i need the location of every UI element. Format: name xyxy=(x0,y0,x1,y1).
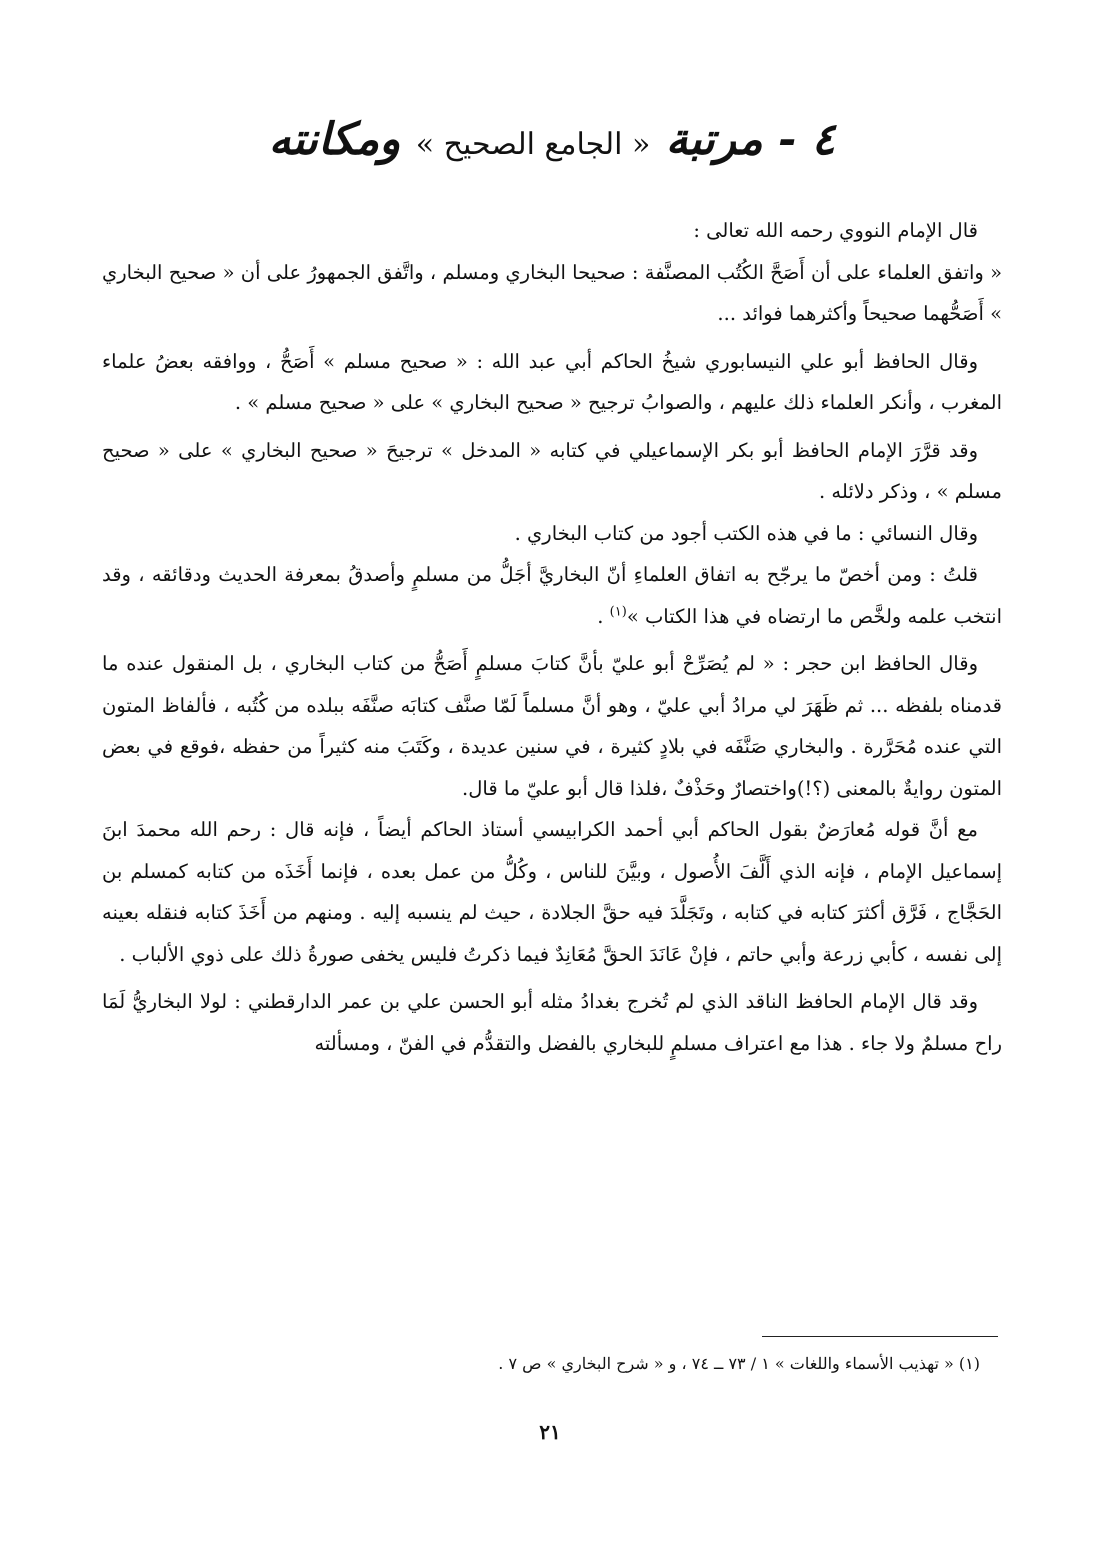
paragraph: قال الإمام النووي رحمه الله تعالى : xyxy=(693,219,978,242)
footnote: (١) « تهذيب الأسماء واللغات » ١ / ٧٣ ــ ٧٤ ، و « شرح البخاري » ص ٧ . xyxy=(498,1354,980,1373)
paragraph-with-footnote xyxy=(102,554,1002,637)
heading-book-name: « الجامع الصحيح » xyxy=(415,127,651,162)
paragraph: وقال الحافظ أبو علي النيسابوري شيخُ الحاكم أبي عبد الله : « صحيح مسلم » أَصَحُّ ، ووافقه بعضُ علماء المغرب ، وأنكر العلماء ذلك عليهم ، والصوابُ ترجيح « صحيح البخاري » على « صحيح مسلم » . xyxy=(102,349,1002,414)
chapter-heading xyxy=(102,110,1002,170)
body-text xyxy=(102,210,1002,1064)
heading-number: ٤ - xyxy=(777,114,836,165)
heading-word-status: ومكانته xyxy=(268,114,401,165)
paragraph-text: قلتُ : ومن أخصّ ما يرجّح به اتفاق العلماءِ أنّ البخاريَّ أجَلُّ من مسلمٍ وأصدقُ بمعرفة الحديث ودقائقه ، وقد انتخب علمه ولخَّص ما ارتضاه في هذا الكتاب » xyxy=(102,563,1002,628)
paragraph: وقد قال الإمام الحافظ الناقد الذي لم تُخرج بغدادُ مثله أبو الحسن علي بن عمر الدارقطني : لولا البخاريُّ لَمَا راح مسلمٌ ولا جاء . هذا مع اعتراف مسلمٍ للبخاري بالفضل والتقدُّم في الفنّ ، ومسألته xyxy=(102,990,1002,1055)
paragraph: وقد قرَّرَ الإمام الحافظ أبو بكر الإسماعيلي في كتابه « المدخل » ترجيحَ « صحيح البخاري » على « صحيح مسلم » ، وذكر دلائله . xyxy=(102,438,1002,503)
page-number: ٢١ xyxy=(539,1420,561,1444)
paragraph: مع أنَّ قوله مُعارَضٌ بقول الحاكم أبي أحمد الكرابيسي أستاذ الحاكم أيضاً ، فإنه قال : رحم الله محمدَ ابنَ إسماعيل الإمام ، فإنه الذي أَلَّفَ الأُصول ، وبيَّنَ للناس ، وكُلُّ من عمل بعده ، فإنما أَخَذَه من كتابه كمسلم بن الحَجَّاج ، فَرَّق أكثرَ كتابه في كتابه ، وتَجَلَّدَ فيه حقَّ الجلادة ، حيث لم ينسبه إليه . ومنهم من أَخَذَ كتابه فنقله بعينه إلى نفسه ، كأبي زرعة وأبي حاتم ، فإنْ عَانَدَ الحقَّ مُعَانِدٌ فيما ذكرتُ فليس يخفى صورةُ ذلك على ذوي الألباب . xyxy=(102,818,1002,966)
paragraph: وقال النسائي : ما في هذه الكتب أجود من كتاب البخاري . xyxy=(514,521,978,545)
footnote-divider xyxy=(762,1336,998,1337)
paragraph: وقال الحافظ ابن حجر : « لم يُصَرِّحْ أبو عليّ بأنَّ كتابَ مسلمٍ أَصَحُّ من كتاب البخاري ، بل المنقول عنده ما قدمناه بلفظه ... ثم ظَهَرَ لي مرادُ أبي عليّ ، وهو أنَّ مسلماً لَمّا صنَّف كتابَه صنَّفَه ببلده من كُتُبه ، فألفاظ المتون التي عنده مُحَرَّرة . والبخاري صَنَّفَه في بلادٍ كثيرة ، في سنين عديدة ، وكَتَبَ منه كثيراً من حفظه ،فوقع في بعض المتون روايةٌ بالمعنى (؟!)واختصارٌ وحَذْفٌ ،فلذا قال أبو عليّ ما قال. xyxy=(102,652,1002,800)
paragraph-end: . xyxy=(597,604,610,628)
heading-word-rank: مرتبة xyxy=(665,114,763,165)
footnote-marker: (١) xyxy=(609,604,627,619)
paragraph: « واتفق العلماء على أن أَصَحَّ الكُتُب المصنَّفة : صحيحا البخاري ومسلم ، واتَّفق الجمهورُ على أن « صحيح البخاري » أَصَحُّهما صحيحاً وأكثرهما فوائد ... xyxy=(102,260,1002,325)
